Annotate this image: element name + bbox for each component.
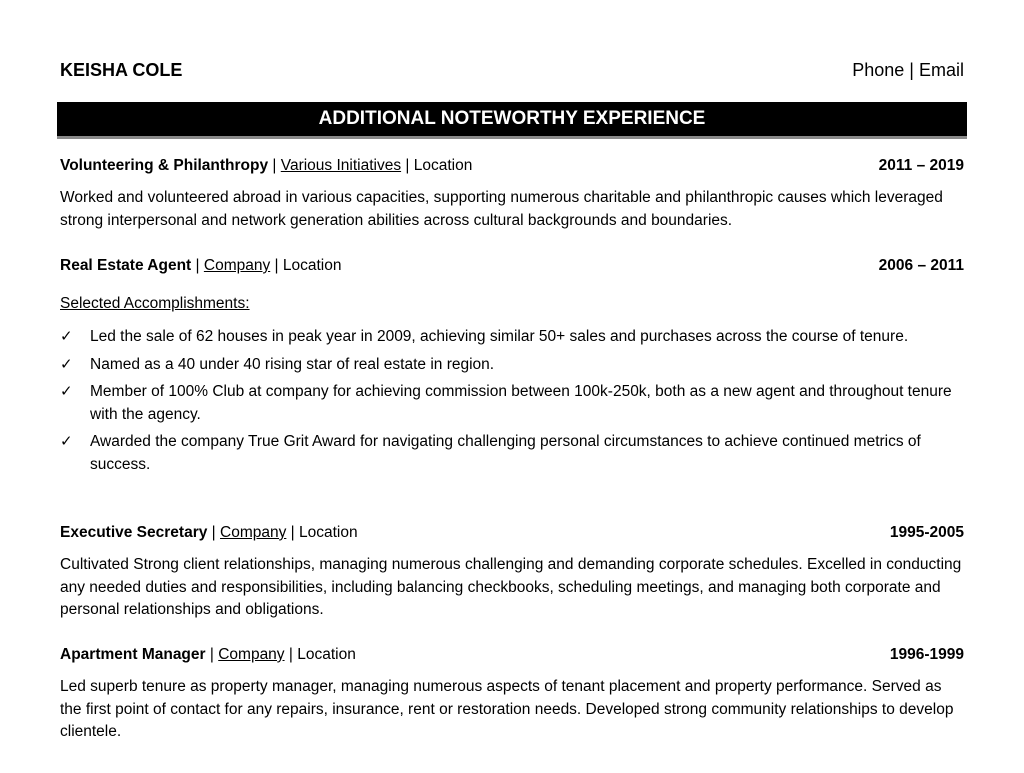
separator: | xyxy=(274,257,283,274)
job-organization: Company xyxy=(220,524,287,541)
checkmark-icon: ✓ xyxy=(60,383,73,400)
list-item xyxy=(60,381,964,426)
job-description: Worked and volunteered abroad in various capacities, supporting numerous charitable and philanthropic causes which leveraged strong interpersonal and network generation abilities across cultural backgrounds and boundaries. xyxy=(60,189,943,229)
job-heading xyxy=(60,156,964,176)
job-organization: Company xyxy=(203,257,271,274)
job-title: Apartment Manager xyxy=(60,646,206,663)
bullet-text: Named as a 40 under 40 rising star of real estate in region. xyxy=(90,355,495,373)
contact-info: Phone | Email xyxy=(852,60,964,80)
list-item xyxy=(60,431,964,476)
job-location: Location xyxy=(299,524,358,541)
job-description: Cultivated Strong client relationships, managing numerous challenging and demanding corporate schedules. Excelled in conducting any needed duties and responsibilities, including balancing checkbooks, scheduling meetings, and managing both corporate and personal relationships and obligations. xyxy=(60,556,962,618)
separator: | xyxy=(290,524,300,541)
separator: | xyxy=(288,646,298,663)
job-entry-apartment-manager xyxy=(60,645,964,744)
job-heading-left xyxy=(60,256,341,276)
accomplishments-subheading: Selected Accomplishments: xyxy=(60,295,250,312)
job-title: Volunteering & Philanthropy xyxy=(60,157,269,174)
accomplishments-list xyxy=(60,326,964,476)
job-heading xyxy=(60,256,964,276)
job-description: Led superb tenure as property manager, managing numerous aspects of tenant placement and property performance. Served as the first point of contact for any repairs, insurance, rent or restoration needs. Developed strong community relationships to develop clientele. xyxy=(60,678,954,740)
separator: | xyxy=(272,157,281,174)
candidate-name: KEISHA COLE xyxy=(60,60,183,80)
job-entry-volunteering xyxy=(60,156,964,232)
separator: | xyxy=(405,157,414,174)
job-heading-left xyxy=(60,523,358,543)
job-organization: Company xyxy=(218,646,285,663)
bullet-text: Awarded the company True Grit Award for navigating challenging personal circumstances to achieve continued metrics of success. xyxy=(90,433,921,473)
checkmark-icon: ✓ xyxy=(60,328,73,345)
job-dates: 2006 – 2011 xyxy=(878,257,964,274)
resume-page xyxy=(60,60,964,740)
bullet-text: Led the sale of 62 houses in peak year in 2009, achieving similar 50+ sales and purchases across the course of tenure. xyxy=(90,328,909,345)
bullet-text: Member of 100% Club at company for achieving commission between 100k-250k, both as a new agent and throughout tenure with the agency. xyxy=(90,383,952,423)
section-banner: ADDITIONAL NOTEWORTHY EXPERIENCE xyxy=(57,102,967,136)
job-dates: 1996-1999 xyxy=(889,646,964,663)
job-title: Executive Secretary xyxy=(60,524,208,541)
job-location: Location xyxy=(297,646,356,663)
job-organization: Various Initiatives xyxy=(280,157,402,174)
list-item xyxy=(60,326,964,349)
job-location: Location xyxy=(413,157,473,174)
list-item xyxy=(60,354,964,377)
job-heading-left xyxy=(60,156,472,176)
job-entry-executive-secretary xyxy=(60,523,964,622)
job-title: Real Estate Agent xyxy=(60,257,192,274)
resume-header xyxy=(60,60,964,86)
job-dates: 1995-2005 xyxy=(889,524,964,541)
job-dates: 2011 – 2019 xyxy=(878,157,964,174)
checkmark-icon: ✓ xyxy=(60,355,73,373)
checkmark-icon: ✓ xyxy=(60,433,73,450)
job-entry-real-estate-agent xyxy=(60,256,964,481)
job-heading xyxy=(60,645,964,665)
job-heading-left xyxy=(60,645,356,665)
separator: | xyxy=(195,257,204,274)
job-heading xyxy=(60,523,964,543)
separator: | xyxy=(211,524,221,541)
separator: | xyxy=(209,646,219,663)
job-location: Location xyxy=(282,257,342,274)
